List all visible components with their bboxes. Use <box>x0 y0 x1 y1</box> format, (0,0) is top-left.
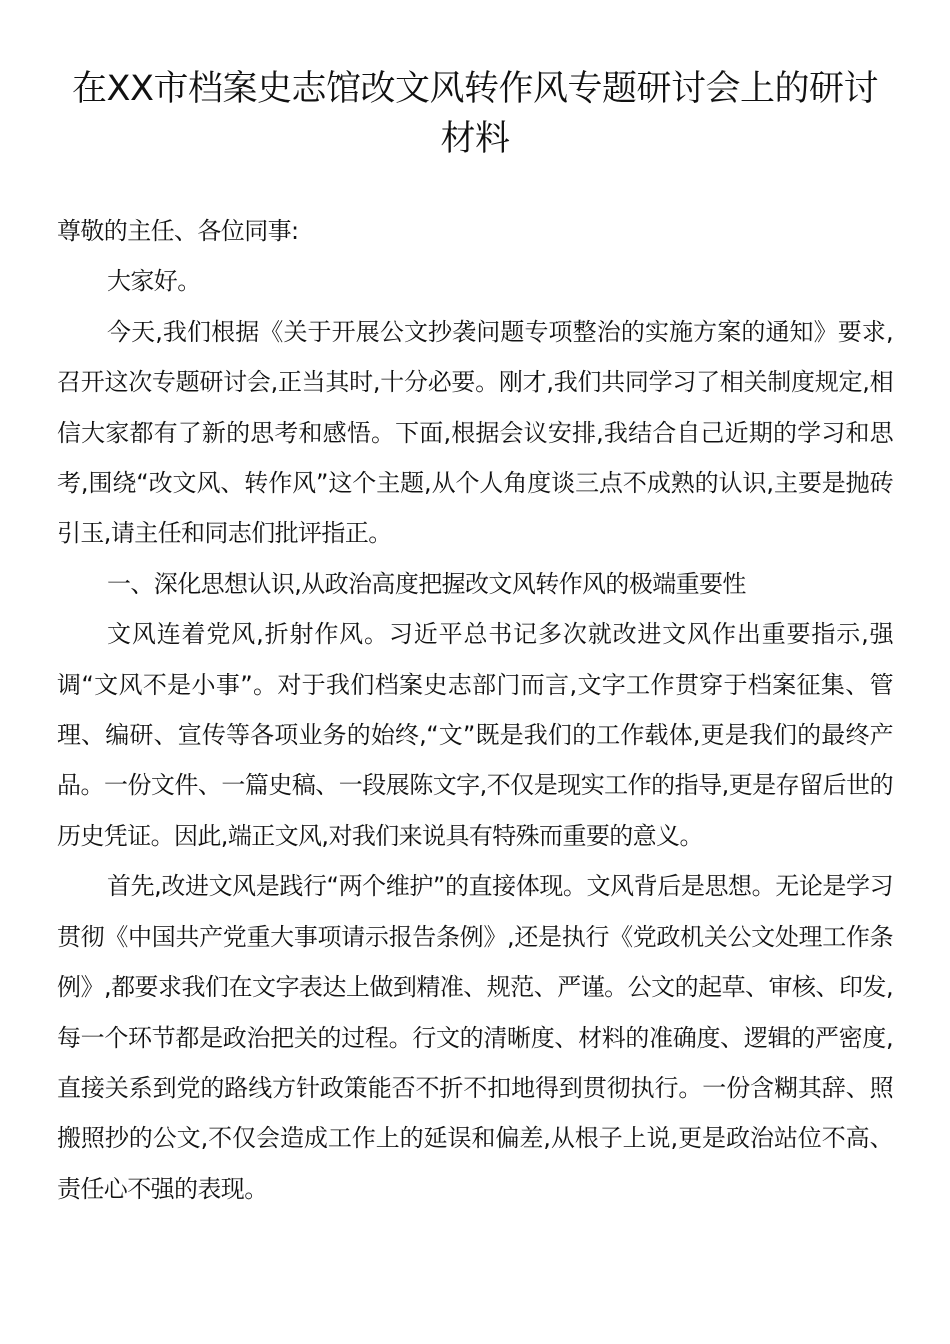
paragraph-intro: 今天,我们根据《关于开展公文抄袭问题专项整治的实施方案的通知》要求,召开这次专题研讨会,正当其时,十分必要。刚才,我们共同学习了相关制度规定,相信大家都有了新的思考和感悟。下面,根据会议安排,我结合自己近期的学习和思考,围绕“改文风、转作风”这个主题,从个人角度谈三点不成熟的认识,主要是抛砖引玉,请主任和同志们批评指正。 <box>57 317 893 548</box>
paragraph-body: 首先,改进文风是践行“两个维护”的直接体现。文风背后是思想。无论是学习贯彻《中国共产党重大事项请示报告条例》,还是执行《党政机关公文处理工作条例》,都要求我们在文字表达上做到精准、规范、严谨。公文的起草、审核、印发,每一个环节都是政治把关的过程。行文的清晰度、材料的准确度、逻辑的严密度,直接关系到党的路线方针政策能否不折不扣地得到贯彻执行。一份含糊其辞、照搬照抄的公文,不仅会造成工作上的延误和偏差,从根子上说,更是政治站位不高、责任心不强的表现。 <box>57 872 893 1203</box>
document-body <box>57 206 893 1214</box>
document-page <box>57 64 893 1214</box>
paragraph-body: 文风连着党风,折射作风。习近平总书记多次就改进文风作出重要指示,强调“文风不是小事”。对于我们档案史志部门而言,文字工作贯穿于档案征集、管理、编研、宣传等各项业务的始终,“文”既是我们的工作载体,更是我们的最终产品。一份文件、一篇史稿、一段展陈文字,不仅是现实工作的指导,更是存留后世的历史凭证。因此,端正文风,对我们来说具有特殊而重要的意义。 <box>57 620 893 850</box>
paragraph-greeting: 大家好。 <box>107 267 201 296</box>
document-title: 在XX市档案史志馆改文风转作风专题研讨会上的研讨材料 <box>72 69 878 159</box>
salutation: 尊敬的主任、各位同事: <box>57 217 299 245</box>
section-heading-1: 一、深化思想认识,从政治高度把握改文风转作风的极端重要性 <box>107 569 746 598</box>
